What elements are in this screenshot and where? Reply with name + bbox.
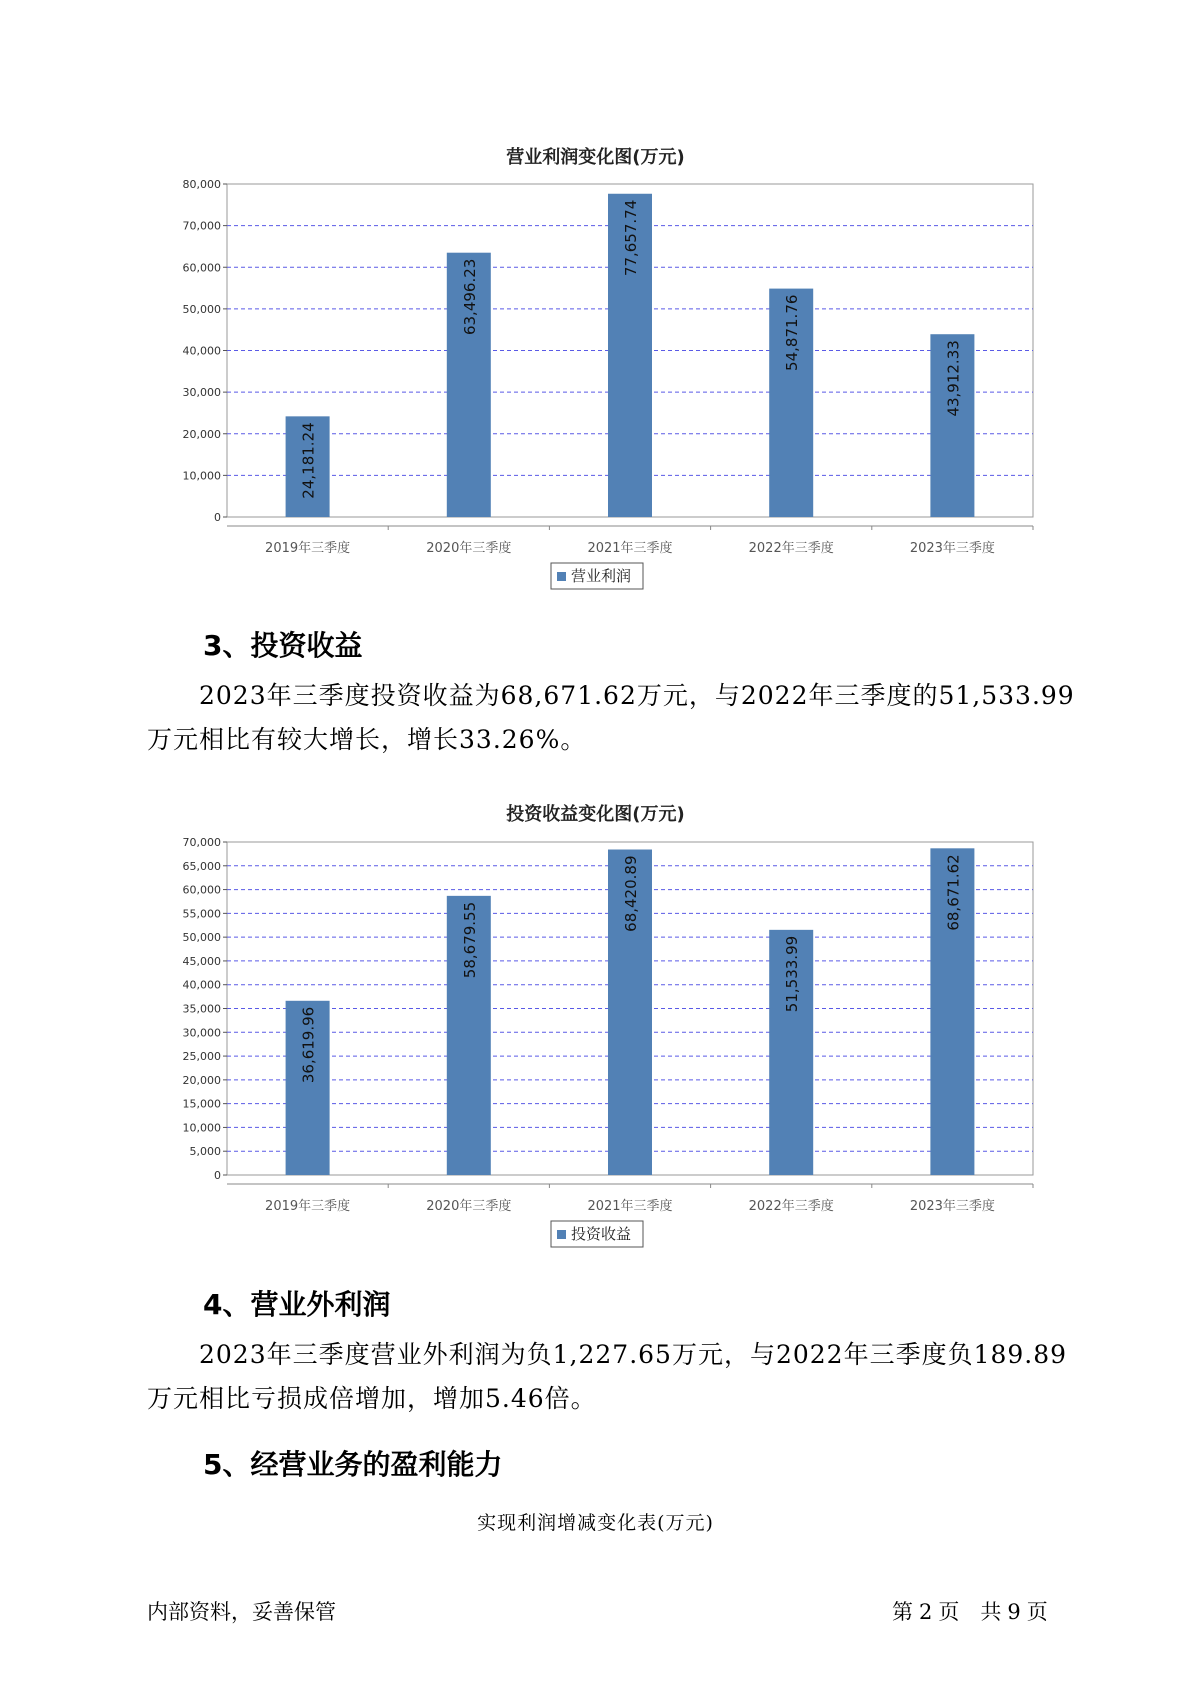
y-tick-label: 0 [214, 511, 221, 524]
paragraph-investment-text: 2023年三季度投资收益为68,671.62万元，与2022年三季度的51,533.99万元相比有较大增长，增长33.26%。 [147, 681, 1075, 754]
bar-data-label: 58,679.55 [460, 901, 479, 979]
bar-data-label: 51,533.99 [783, 935, 802, 1013]
bar-data-label: 68,420.89 [622, 855, 640, 932]
y-tick-label: 70,000 [182, 836, 221, 849]
y-tick-label: 10,000 [182, 469, 221, 483]
y-tick-label: 70,000 [182, 219, 221, 233]
y-tick-label: 15,000 [182, 1097, 221, 1111]
category-label: 2019年三季度 [265, 1199, 351, 1214]
footer-page-mid: 页 共 [938, 1600, 1002, 1624]
category-label: 2021年三季度 [587, 541, 673, 556]
legend-swatch [557, 572, 566, 581]
y-tick-label: 55,000 [182, 907, 221, 921]
y-tick-label: 0 [214, 1169, 221, 1182]
section-heading-investment: 3、投资收益 [203, 629, 363, 662]
y-tick-label: 40,000 [182, 344, 221, 358]
operating-profit-chart [0, 170, 1191, 590]
footer-page-suffix: 页 [1026, 1600, 1048, 1624]
bar-data-label: 77,657.74 [622, 199, 640, 277]
y-tick-label: 45,000 [182, 954, 221, 968]
chart-title-investment-income: 投资收益变化图(万元) [506, 804, 685, 825]
footer-page-prefix: 第 [892, 1600, 913, 1624]
y-tick-label: 20,000 [182, 427, 221, 441]
bar-data-label: 24,181.24 [299, 422, 318, 499]
paragraph-investment [147, 674, 1077, 762]
y-tick-label: 50,000 [182, 302, 221, 316]
legend-swatch [557, 1230, 566, 1239]
bar-data-label: 54,871.76 [783, 294, 802, 371]
footer-page-current: 2 [919, 1600, 933, 1624]
legend-label: 营业利润 [571, 567, 632, 585]
investment-income-chart [0, 828, 1191, 1248]
footer-page-total: 9 [1007, 1600, 1021, 1624]
y-tick-label: 20,000 [182, 1073, 221, 1087]
bar-data-label: 36,619.96 [299, 1006, 318, 1084]
paragraph-nonoperating [147, 1333, 1077, 1421]
category-label: 2020年三季度 [426, 1199, 512, 1214]
y-tick-label: 25,000 [182, 1050, 221, 1064]
section-heading-profitability: 5、经营业务的盈利能力 [203, 1448, 503, 1481]
category-label: 2022年三季度 [748, 541, 834, 556]
y-tick-label: 80,000 [182, 178, 221, 191]
legend-label: 投资收益 [571, 1225, 632, 1243]
y-tick-label: 30,000 [182, 1026, 221, 1040]
y-tick-label: 5,000 [189, 1145, 221, 1159]
footer-confidential-note: 内部资料，妥善保管 [147, 1600, 336, 1624]
y-tick-label: 35,000 [182, 1002, 221, 1016]
y-tick-label: 40,000 [182, 978, 221, 992]
table-caption: 实现利润增减变化表(万元) [477, 1512, 714, 1534]
section-heading-nonoperating: 4、营业外利润 [203, 1288, 391, 1321]
bar-data-label: 43,912.33 [944, 340, 963, 417]
chart-title-operating-profit: 营业利润变化图(万元) [506, 147, 685, 168]
category-label: 2023年三季度 [909, 1199, 995, 1214]
bar-data-label: 68,671.62 [944, 854, 963, 931]
category-label: 2020年三季度 [426, 541, 512, 556]
category-label: 2022年三季度 [748, 1199, 834, 1214]
bar-data-label: 63,496.23 [460, 258, 479, 336]
category-label: 2021年三季度 [587, 1199, 673, 1214]
footer-page-number [892, 1596, 1054, 1626]
paragraph-nonoperating-text: 2023年三季度营业外利润为负1,227.65万元，与2022年三季度负189.89万元相比亏损成倍增加，增加5.46倍。 [147, 1340, 1068, 1413]
category-label: 2019年三季度 [265, 541, 351, 556]
y-tick-label: 60,000 [182, 261, 221, 275]
y-tick-label: 65,000 [182, 859, 221, 873]
category-label: 2023年三季度 [909, 541, 995, 556]
y-tick-label: 50,000 [182, 931, 221, 945]
y-tick-label: 60,000 [182, 883, 221, 897]
y-tick-label: 10,000 [182, 1121, 221, 1135]
y-tick-label: 30,000 [182, 386, 221, 400]
